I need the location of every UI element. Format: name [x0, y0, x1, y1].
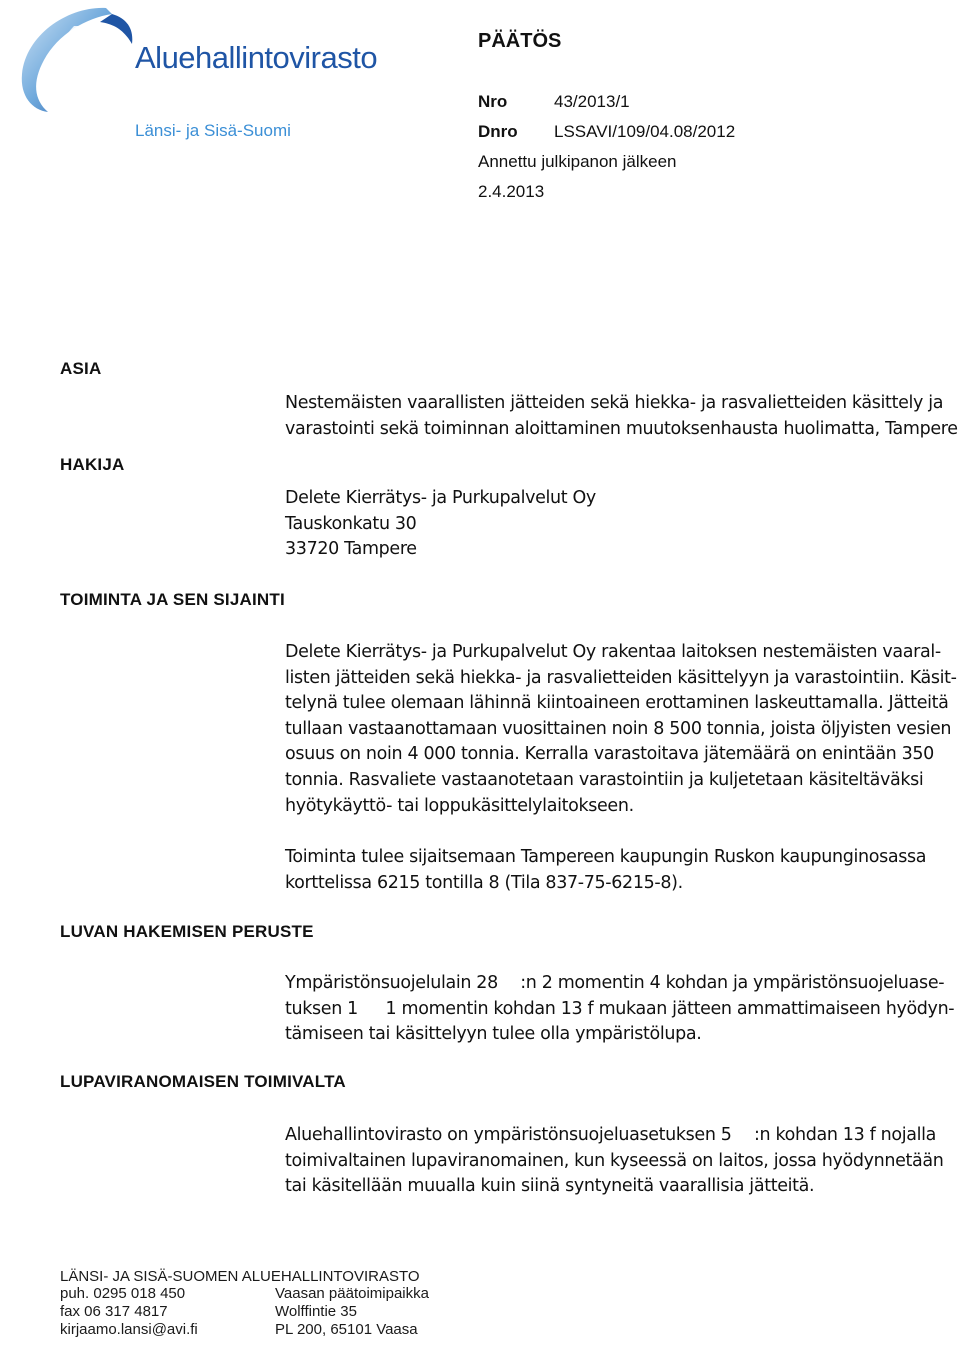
text-line: Toiminta tulee sijaitsemaan Tampereen kaupungin Ruskon kaupunginosassa — [285, 847, 927, 867]
footer-street: Wolffintie 35 — [275, 1303, 357, 1320]
footer-fax: fax 06 317 4817 — [60, 1303, 168, 1320]
toiminta-label: TOIMINTA JA SEN SIJAINTI — [60, 590, 285, 609]
text-line: Nestemäisten vaarallisten jätteiden sekä hiekka- ja rasvalietteiden käsittely ja — [285, 393, 944, 413]
text-line: osuus on noin 4 000 tonnia. Kerralla varastoitava jätemäärä on enintään 350 — [285, 744, 934, 765]
toiminta-paragraph-2 — [285, 845, 960, 896]
luvan-text — [285, 971, 960, 1048]
footer-hq: Vaasan päätoimipaikka — [275, 1285, 429, 1302]
text-line: Delete Kierrätys- ja Purkupalvelut Oy — [285, 488, 596, 508]
text-line: Ympäristönsuojelulain 28 :n 2 momentin 4 kohdan ja ympäristönsuojeluase- — [285, 973, 945, 993]
asia-text — [285, 391, 960, 442]
text-line: Aluehallintovirasto on ympäristönsuojeluasetuksen 5 :n kohdan 13 f nojalla — [285, 1125, 936, 1145]
text-line: telynä tulee olemaan lähinnä kiintoaineen erottaminen laskeuttamalla. Jätteitä — [285, 693, 949, 714]
dnro-label: Dnro — [478, 122, 518, 141]
text-line: Tauskonkatu 30 — [285, 513, 417, 534]
swoosh-logo-icon — [14, 4, 144, 116]
nro-label: Nro — [478, 92, 508, 111]
text-line: tämiseen tai käsittelyyn tulee olla ympäristölupa. — [285, 1024, 702, 1045]
footer-email: kirjaamo.lansi@avi.fi — [60, 1321, 198, 1338]
text-line: 33720 Tampere — [285, 539, 417, 560]
nro-row — [478, 92, 630, 112]
nro-value: 43/2013/1 — [554, 92, 630, 111]
text-line: tullaan vastaanottamaan vuosittainen noin 8 500 tonnia, joista öljyisten vesien — [285, 718, 952, 739]
hakija-text — [285, 486, 960, 563]
text-line: hyötykäyttö- tai loppukäsittelylaitokseen. — [285, 795, 634, 816]
asia-label: ASIA — [60, 359, 102, 378]
hakija-label: HAKIJA — [60, 455, 125, 474]
lupa-text — [285, 1123, 960, 1200]
text-line: korttelissa 6215 tontilla 8 (Tila 837-75-6215-8). — [285, 872, 683, 893]
logo-text: Aluehallintovirasto — [135, 40, 378, 75]
lupa-label: LUPAVIRANOMAISEN TOIMIVALTA — [60, 1072, 346, 1091]
dnro-value: LSSAVI/109/04.08/2012 — [554, 122, 736, 141]
text-line: varastointi sekä toiminnan aloittaminen muutoksenhausta huolimatta, Tampere — [285, 418, 958, 439]
footer-pobox: PL 200, 65101 Vaasa — [275, 1321, 418, 1338]
text-line: tuksen 1 1 momentin kohdan 13 f mukaan jätteen ammattimaiseen hyödyn- — [285, 998, 955, 1019]
issued-line-1: Annettu julkipanon jälkeen — [478, 152, 677, 171]
text-line: Delete Kierrätys- ja Purkupalvelut Oy rakentaa laitoksen nestemäisten vaaral- — [285, 642, 941, 662]
decision-title: PÄÄTÖS — [478, 30, 562, 52]
region-name: Länsi- ja Sisä-Suomi — [135, 121, 291, 140]
text-line: tonnia. Rasvaliete vastaanotetaan varastointiin ja kuljetetaan käsiteltäväksi — [285, 769, 924, 790]
text-line: listen jätteiden sekä hiekka- ja rasvalietteiden käsittelyyn ja varastointiin. Käsit- — [285, 667, 957, 688]
toiminta-paragraph-1 — [285, 640, 960, 819]
text-line: toimivaltainen lupaviranomainen, kun kyseessä on laitos, jossa hyödynnetään — [285, 1150, 944, 1171]
dnro-row — [478, 122, 735, 142]
footer-phone: puh. 0295 018 450 — [60, 1285, 186, 1302]
text-line: tai käsitellään muualla kuin siinä syntyneitä vaarallisia jätteitä. — [285, 1176, 815, 1197]
issued-line-2: 2.4.2013 — [478, 182, 545, 201]
footer-org: LÄNSI- JA SISÄ-SUOMEN ALUEHALLINTOVIRASTO — [60, 1268, 420, 1285]
luvan-label: LUVAN HAKEMISEN PERUSTE — [60, 922, 314, 941]
